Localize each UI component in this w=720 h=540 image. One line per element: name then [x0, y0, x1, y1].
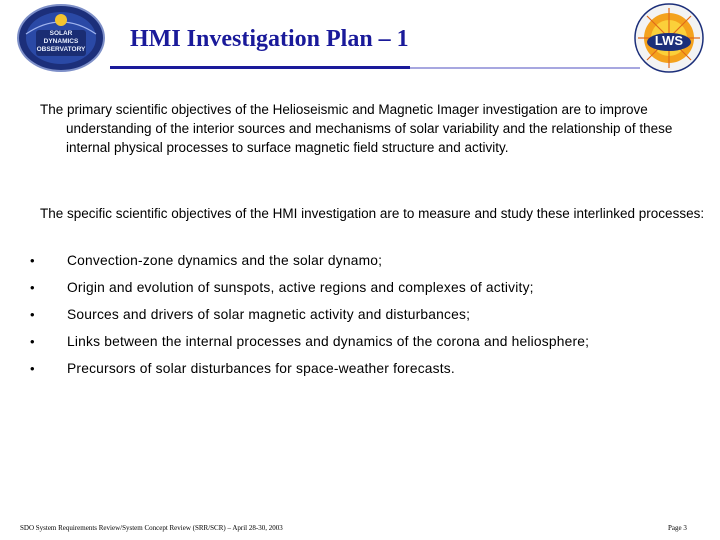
- list-item-text: Precursors of solar disturbances for space-weather forecasts.: [67, 361, 455, 376]
- page-title: HMI Investigation Plan – 1: [130, 26, 409, 52]
- title-rule-dark: [110, 66, 410, 69]
- page-number: Page 3: [668, 524, 687, 532]
- list-item: [30, 306, 690, 324]
- lws-logo: [630, 2, 708, 74]
- primary-objectives-paragraph: The primary scientific objectives of the Helioseismic and Magnetic Imager investigation are to improve understanding of the interior sources and mechanisms of solar variability and the relationship of these internal physical processes to surface magnetic field structure and activity.: [40, 102, 673, 155]
- list-item: [30, 279, 690, 297]
- bullet-icon: •: [30, 334, 35, 349]
- list-item-text: Convection-zone dynamics and the solar dynamo;: [67, 253, 383, 268]
- sdo-logo-line-2: DYNAMICS: [43, 38, 79, 45]
- list-item-text: Sources and drivers of solar magnetic activity and disturbances;: [67, 307, 471, 322]
- title-rule-light: [410, 67, 640, 69]
- objectives-list: [30, 252, 690, 387]
- bullet-icon: •: [30, 280, 35, 295]
- list-item-text: Origin and evolution of sunspots, active regions and complexes of activity;: [67, 280, 534, 295]
- footer-text: SDO System Requirements Review/System Concept Review (SRR/SCR) – April 28-30, 2003: [20, 524, 283, 532]
- list-item-text: Links between the internal processes and dynamics of the corona and heliosphere;: [67, 334, 590, 349]
- sdo-logo-line-1: SOLAR: [49, 30, 73, 37]
- bullet-icon: •: [30, 361, 35, 376]
- specific-objectives-paragraph: The specific scientific objectives of the HMI investigation are to measure and study these interlinked processes:: [40, 206, 705, 221]
- bullet-icon: •: [30, 253, 35, 268]
- lws-logo-text: LWS: [654, 33, 684, 48]
- sdo-logo-line-3: OBSERVATORY: [36, 46, 86, 53]
- sdo-logo: [16, 4, 106, 72]
- sdo-logo-text: [16, 30, 106, 54]
- bullet-icon: •: [30, 307, 35, 322]
- list-item: [30, 252, 690, 270]
- list-item: [30, 360, 690, 378]
- list-item: [30, 333, 690, 351]
